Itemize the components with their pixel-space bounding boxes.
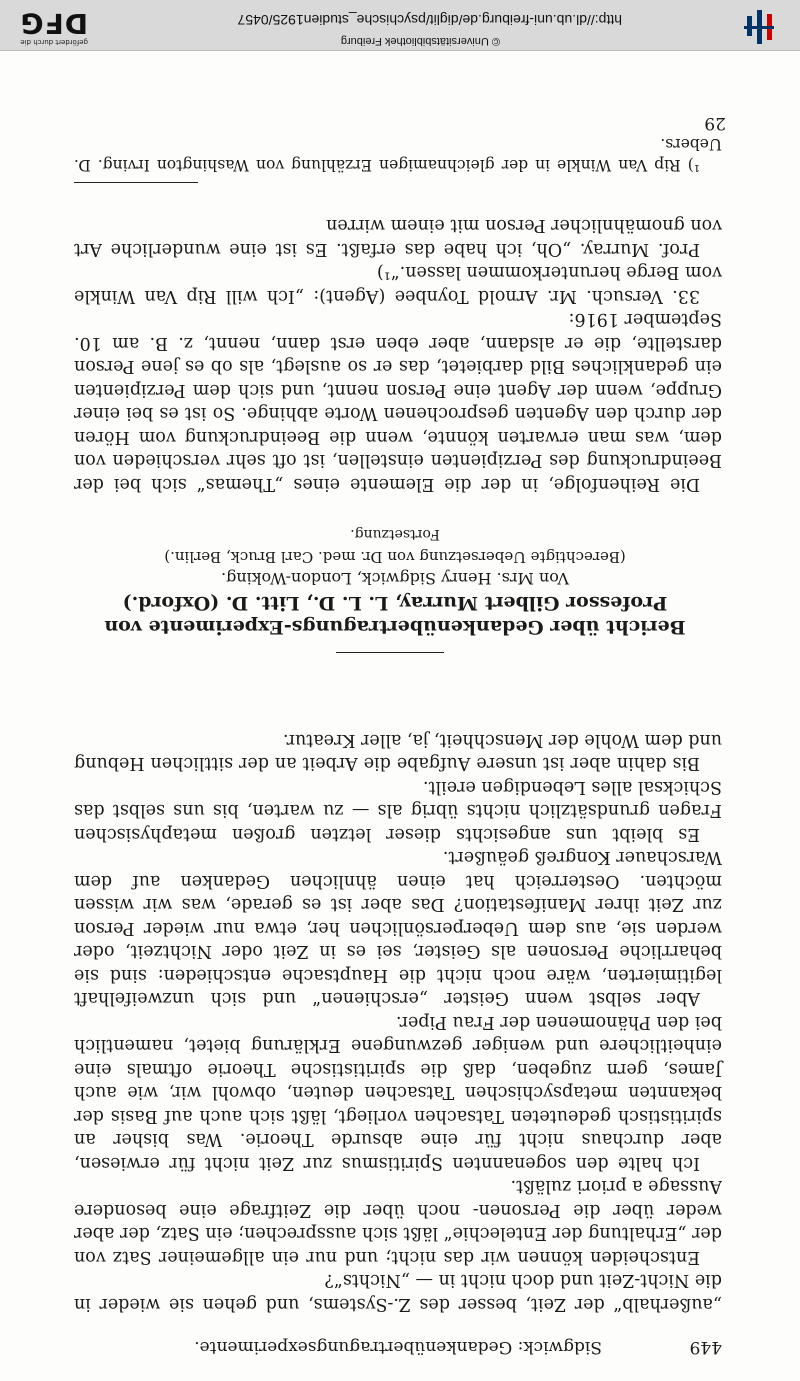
author-line: Von Mrs. Henry Sidgwick, London-Woking. xyxy=(221,569,569,588)
footnote-text: ¹) Rip Van Winkle in der gleichnamigen Erzählung von Washington Irving. D. Uebers. xyxy=(74,135,722,174)
article-title-line2: Professor Gilbert Murray, L. L. D., Litt. D. (Oxford.) xyxy=(122,592,668,614)
paragraph: Prof. Murray. „Oh, ich habe das erfaßt. Es ist eine wunderliche Art von gnomähnlicher Person mit einem wirren xyxy=(74,215,722,259)
article-title: Bericht über Gedankenübertragungs-Experimente von xyxy=(104,616,686,638)
dfg-logo-text: DFG xyxy=(19,7,88,40)
footnote-divider xyxy=(74,182,198,183)
dfg-caption: gefördert durch die xyxy=(20,38,88,46)
paragraph: Ich halte den sogenannten Spiritismus zur Zeit nicht für erwiesen, aber durchaus nicht für eine absurde Theorie. Was bisher an spiritistisch gedeuteten Tatsachen vorliegt, läßt sich auch auf Basis der bekannten metapsychischen Tatsachen deuten, obwohl wir, wie auch James, gern zugeben, daß die spiritistische Theorie oftmals eine einheitlichere und weniger gezwungene Erklärung bietet, namentlich bei den Phänomenen der Frau Piper. xyxy=(74,1012,722,1173)
continuation-label: Fortsetzung. xyxy=(350,526,440,542)
copyright-notice: © Universitätsbibliothek Freiburg xyxy=(340,35,500,47)
running-title: Sidgwick: Gedankenübertragungsexperimente. xyxy=(194,1337,602,1357)
paragraph: 33. Versuch. Mr. Arnold Toynbee (Agent): „Ich will Rip Van Winkle vom Berge herunterkommen lassen.“¹) xyxy=(74,262,722,306)
library-footer-strip xyxy=(0,0,800,51)
paragraph: Es bleibt uns angesichts dieser letzten großen metaphysischen Fragen grundsätzlich nichts übrig als — zu warten, bis uns selbst das Schicksal alles Lebendigen ereilt. xyxy=(74,777,722,844)
bottom-page-number: 29 xyxy=(704,113,726,133)
article-title-block xyxy=(50,524,740,639)
paragraph: Aber selbst wenn Geister „erschienen“ und sich unzweifelhaft legitimierten, wäre noch nicht die Hauptsache entschieden: sind sie beharrliche Personen als Geister, sei es in Zeit oder Nichtzeit, oder werden sie, aus dem Ueberpersönlichen her, etwa nur wieder Person zur Zeit ihrer Manifestation? Das aber ist es gerade, was wir wissen möchten. Oesterreich hat einen ähnlichen Gedanken auf dem Warschauer Kongreß geäußert. xyxy=(74,847,722,1009)
section-divider xyxy=(336,652,444,653)
paragraph: Bis dahin aber ist unsere Aufgabe die Arbeit an der sittlichen Hebung und dem Wohle der Menschheit, ja, aller Kreatur. xyxy=(74,730,722,774)
running-header xyxy=(74,1327,722,1357)
translation-note: (Berechtigte Uebersetzung von Dr. med. Carl Bruck, Berlin.) xyxy=(164,548,626,566)
source-url-link[interactable]: http://dl.ub.uni-freiburg.de/diglit/psychische_studien1925/0457 xyxy=(237,12,622,28)
article-body xyxy=(74,213,722,495)
paragraph: Die Reihenfolge, in der die Elemente eines „Themas“ sich bei der Beeindruckung des Perzipienten einstellen, ist oft sehr verschieden von dem, was man erwarten könnte, wenn die Beeindruckung vom Hören der durch den Agenten gesprochenen Worte abhinge. So ist es bei einer Gruppe, wenn der Agent eine Person nennt, und sich dem Perzipienten ein gedankliches Bild darbietet, das er so auslegt, als ob es jene Person darstellte, die er alsdann, aber eben erst dann, nennt, z. B. am 10. September 1916: xyxy=(74,309,722,494)
page-number: 449 xyxy=(689,1337,722,1357)
dfg-logo-icon xyxy=(12,4,88,46)
paragraph: Entscheiden können wir das nicht; und nur ein allgemeiner Satz von der „Erhaltung der Entelechie“ läßt sich aussprechen; ein Satz, der aber weder über die Personen- noch über die Zeitfrage eine besondere Aussage a priori zuläßt. xyxy=(74,1176,722,1267)
essay-conclusion xyxy=(74,728,722,1316)
paragraph: „außerhalb“ der Zeit, besser des Z.-Systems, und gehen sie wieder in die Nicht-Zeit und doch nicht in — „Nichts“? xyxy=(74,1270,722,1314)
university-logo-icon xyxy=(744,8,774,46)
footnote xyxy=(74,133,722,175)
